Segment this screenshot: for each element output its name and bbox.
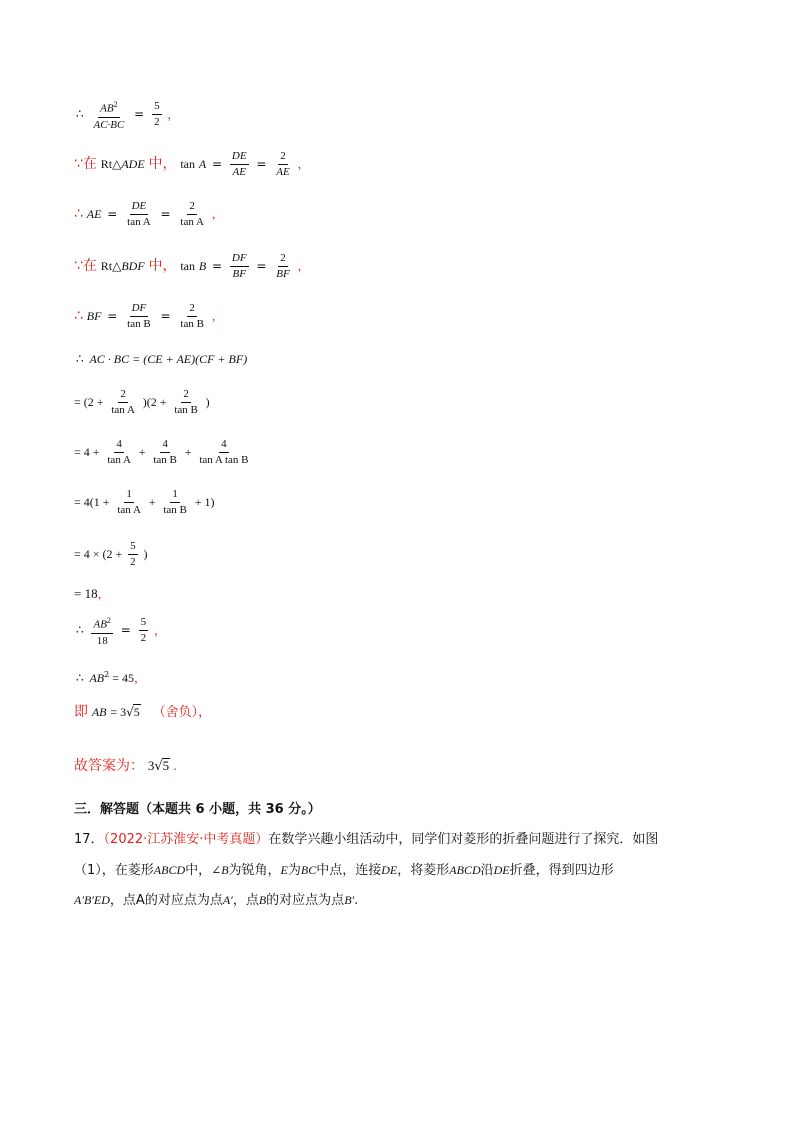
expr-part: )(2 +: [142, 395, 167, 409]
expr-part: = 3: [110, 705, 127, 719]
question-text: 为锐角，: [228, 863, 281, 878]
fraction: [125, 302, 153, 331]
numerator: DE: [230, 150, 249, 165]
numerator: DE: [130, 200, 149, 215]
text: 即: [74, 704, 88, 720]
fraction: [128, 540, 138, 569]
therefore-symbol: ∴: [76, 107, 84, 122]
question-text: ，将菱形: [397, 863, 450, 878]
denominator: tan A tan B: [199, 454, 249, 466]
expr-part: +: [184, 445, 192, 459]
denominator: 2: [140, 632, 147, 645]
numerator: 4: [114, 438, 124, 453]
question-text: .: [354, 893, 359, 908]
step-6: [74, 352, 247, 366]
fraction: $\frac{AB^2}{18}$: [93, 616, 111, 647]
numerator: 2: [278, 252, 288, 267]
comma: ，: [211, 207, 224, 221]
question-text: ，点: [232, 893, 259, 908]
numerator: 2: [278, 150, 288, 165]
radicand: 5: [162, 758, 170, 773]
denominator: tan B: [163, 504, 187, 516]
denominator: BF: [232, 268, 246, 280]
text: 中，: [148, 156, 177, 172]
question-source: （2022·江苏淮安·中考真题）: [103, 832, 269, 847]
denominator: 2: [154, 116, 160, 129]
lhs: BF: [86, 309, 102, 323]
triangle-name: ADE: [121, 157, 145, 171]
expr-part: +: [138, 445, 146, 459]
segment-de: DE: [493, 863, 510, 877]
step-8: [74, 438, 253, 467]
numerator: 4: [160, 438, 170, 453]
denominator: tan A: [107, 454, 131, 466]
answer-label: 故答案为：: [74, 758, 144, 774]
fraction: [115, 488, 143, 517]
lhs: AB: [91, 705, 107, 719]
coefficient: 3: [147, 758, 155, 773]
quadrilateral-name: A′B′ED: [74, 893, 110, 907]
step-14: 即 AB = 3√5 （舍负），: [74, 704, 212, 720]
denominator: tan A: [111, 404, 135, 416]
numerator: 4: [219, 438, 229, 453]
expr-part: = 4 +: [74, 445, 100, 459]
fraction: [230, 150, 249, 179]
question-text: ，点: [109, 893, 136, 908]
angle-b: ∠B: [211, 863, 229, 877]
fraction: [161, 488, 189, 517]
point-b-prime: B′: [344, 893, 355, 907]
tan-func: tan: [180, 259, 195, 273]
q17-line-1: [74, 829, 658, 851]
denominator: 2: [130, 556, 136, 568]
step-5: ∴ BF = $\frac{DF}{\text{tan B}}$ = $\frac{2}{\text{tan B}}$ ，: [74, 302, 224, 330]
expr-part: +: [148, 495, 156, 509]
therefore-symbol: ∴: [76, 623, 84, 638]
fraction: [105, 438, 133, 467]
numerator: 5: [152, 100, 162, 115]
question-text: 中，: [185, 863, 212, 878]
question-text: （1），在菱形: [74, 863, 154, 878]
fraction: [151, 438, 179, 467]
text: 在: [82, 156, 97, 172]
comma: ，: [97, 587, 110, 601]
fraction: [178, 200, 206, 229]
denominator: AC·BC: [93, 118, 125, 131]
expr-part: = 18: [74, 586, 98, 601]
step-1: ∴ $\frac{AB^2}{AC\cdot BC}$ = $\frac{5}{2}$ ，: [76, 100, 180, 131]
denominator: AE: [276, 166, 290, 178]
lhs: AE: [86, 207, 102, 221]
numerator: AB: [93, 618, 107, 631]
step-15: 故答案为： 3√5 .: [74, 758, 177, 774]
note: （舍负），: [152, 705, 212, 720]
comma: ，: [134, 671, 147, 685]
step-9: [74, 488, 214, 517]
step-7: [74, 388, 210, 417]
denominator: tan A: [127, 216, 151, 228]
therefore-symbol: ∴: [74, 308, 83, 324]
fraction: [125, 200, 153, 229]
numerator: 1: [124, 488, 134, 503]
numerator: 5: [128, 540, 138, 555]
numerator: DF: [130, 302, 149, 317]
denominator: tan A: [180, 216, 204, 228]
denominator: AE: [232, 166, 246, 178]
rt-triangle: Rt△: [100, 259, 122, 273]
fraction: [109, 388, 137, 417]
q17-line-2: [74, 859, 614, 882]
fraction: [178, 302, 206, 331]
denominator: tan A: [117, 504, 141, 516]
numerator: 2: [187, 200, 197, 215]
question-text: 折叠，得到四边形: [509, 863, 614, 878]
numerator: 2: [181, 388, 191, 403]
denominator: tan B: [153, 454, 177, 466]
expr-part: = 4 × (2 +: [74, 547, 123, 561]
rhombus-name: ABCD: [449, 863, 481, 877]
text: 在: [82, 258, 97, 274]
because-symbol: ∵: [74, 258, 83, 274]
lhs: AB: [89, 671, 105, 685]
expr-part: = 45: [109, 671, 135, 685]
denominator: tan B: [174, 404, 198, 416]
step-13: ∴ $AB^2 = 45$，: [76, 670, 147, 685]
equation: AC · BC = (CE + AE)(CF + BF): [89, 352, 248, 366]
rt-triangle: Rt△: [100, 157, 122, 171]
numerator: 5: [139, 616, 149, 631]
denominator: 18: [96, 634, 108, 647]
question-text: 的对应点为点: [144, 893, 223, 908]
numerator: DF: [230, 252, 249, 267]
step-3: ∴ AE = $\frac{DE}{\text{tan A}}$ = $\frac{2}{\text{tan A}}$ ，: [74, 200, 224, 228]
question-text: 的对应点为点: [266, 893, 345, 908]
triangle-name: BDF: [121, 259, 145, 273]
step-2: ∵在 Rt△ADE 中， tan A = $\frac{DE}{AE}$ = $\frac{2}{AE}$ ，: [74, 150, 310, 178]
therefore-symbol: ∴: [76, 352, 84, 366]
comma: ，: [167, 107, 180, 122]
question-text: 中点，连接: [316, 863, 382, 878]
point-e: E: [280, 863, 288, 877]
therefore-symbol: ∴: [76, 671, 84, 685]
tan-func: tan: [180, 157, 195, 171]
expr-part: = 4(1 +: [74, 495, 110, 509]
radicand: 5: [133, 705, 140, 719]
denominator: tan B: [180, 318, 204, 330]
question-text: 沿: [480, 863, 494, 878]
comma: ，: [297, 157, 310, 171]
expr-part: = (2 +: [74, 395, 104, 409]
fraction: [152, 100, 162, 129]
section-heading: 三．解答题（本题共 6 小题，共 36 分。）: [74, 802, 321, 817]
fraction: [172, 388, 200, 417]
denominator: tan B: [127, 318, 151, 330]
step-4: ∵在 Rt△BDF 中， tan B = $\frac{DF}{BF}$ = $\frac{2}{BF}$ ，: [74, 252, 310, 280]
numerator: 2: [187, 302, 197, 317]
rhombus-name: ABCD: [153, 863, 186, 877]
period: .: [173, 759, 177, 773]
numerator: AB: [100, 102, 114, 115]
fraction: $\frac{AB^2}{AC\cdot BC}$: [93, 100, 125, 131]
question-number: 17．: [74, 832, 104, 847]
text: 中，: [148, 258, 177, 274]
therefore-symbol: ∴: [74, 206, 83, 222]
variable: B: [198, 259, 207, 273]
expr-part: ): [143, 547, 148, 561]
denominator: BF: [276, 268, 290, 280]
comma: ，: [297, 259, 310, 273]
numerator: 2: [118, 388, 128, 403]
expr-part: ): [205, 395, 210, 409]
because-symbol: ∵: [74, 156, 83, 172]
point-b: B: [258, 893, 267, 907]
fraction: [274, 150, 291, 179]
point-a-prime: A′: [222, 893, 233, 907]
q17-line-3: [74, 889, 358, 912]
fraction: [274, 252, 291, 281]
step-10: [74, 540, 147, 569]
question-text: 为: [287, 863, 301, 878]
comma: ，: [211, 309, 224, 323]
expr-part: + 1): [194, 495, 215, 509]
fraction: [197, 438, 250, 467]
step-12: [74, 614, 166, 648]
step-11: [74, 587, 110, 601]
segment-bc: BC: [300, 863, 317, 877]
question-text: 在数学兴趣小组活动中，同学们对菱形的折叠问题进行了探究．如图: [268, 832, 659, 847]
variable: A: [198, 157, 207, 171]
equals-sign: =: [120, 623, 131, 638]
comma: ，: [153, 623, 166, 638]
fraction: [230, 252, 249, 281]
point-a: A: [135, 893, 145, 908]
fraction: [139, 616, 149, 645]
segment-de: DE: [381, 863, 398, 877]
numerator: 1: [170, 488, 180, 503]
